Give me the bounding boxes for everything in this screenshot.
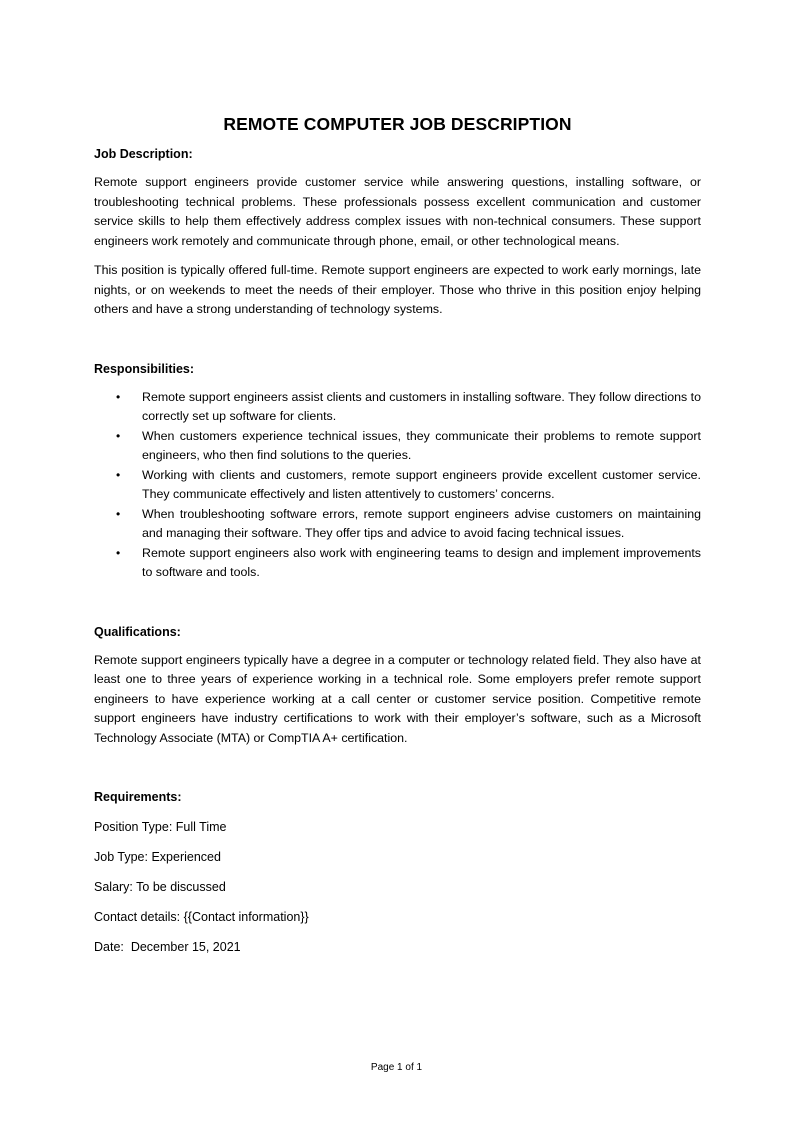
job-description-paragraph-2: This position is typically offered full-time. Remote support engineers are expected to work early mornings, late nights, or on weekends to meet the needs of their employer. Those who thrive in this position enjoy helping others and have a strong understanding of technology systems.: [94, 263, 701, 316]
list-item-text: When customers experience technical issues, they communicate their problems to remote support engineers, who then find solutions to the queries.: [142, 428, 701, 462]
bullet-icon: •: [116, 545, 121, 560]
list-item: [94, 466, 701, 505]
list-item-text: Working with clients and customers, remote support engineers provide excellent customer service. They communicate effectively and listen attentively to customers’ concerns.: [142, 467, 701, 501]
qualifications-heading: Qualifications:: [94, 624, 181, 639]
list-item: [94, 427, 701, 466]
list-item: [94, 388, 701, 427]
list-item-text: When troubleshooting software errors, remote support engineers advise customers on maintaining and managing their software. They offer tips and advice to avoid facing technical issues.: [142, 506, 701, 540]
list-item: [94, 544, 701, 583]
bullet-icon: •: [116, 428, 121, 443]
job-description-heading: Job Description:: [94, 147, 193, 161]
job-description-paragraph-1: Remote support engineers provide customer service while answering questions, installing software, or troubleshooting technical problems. These professionals possess excellent communication and customer service skills to help them effectively address complex issues with non-technical consumers. These support engineers work remotely and communicate through phone, email, or other technological means.: [94, 175, 701, 248]
requirement-position-type: Position Type: Full Time: [94, 820, 227, 834]
requirement-date: Date: December 15, 2021: [94, 940, 241, 954]
requirement-job-type: Job Type: Experienced: [94, 850, 221, 864]
bullet-icon: •: [116, 467, 121, 482]
requirement-contact: Contact details: {{Contact information}}: [94, 910, 309, 924]
qualifications-paragraph: Remote support engineers typically have a degree in a computer or technology related field. They also have at least one to three years of experience working in a technical role. Some employers prefer remote support engineers to have experience working at a call center or customer service position. Competitive remote support engineers have industry certifications to work with their employer’s software, such as a Microsoft Technology Associate (MTA) or CompTIA A+ certification.: [94, 652, 701, 745]
page-number-footer: Page 1 of 1: [370, 1062, 423, 1073]
responsibilities-heading: Responsibilities:: [94, 361, 195, 376]
requirement-salary: Salary: To be discussed: [94, 880, 226, 894]
document-page: [94, 112, 701, 968]
responsibilities-list: [94, 388, 701, 583]
document-title: REMOTE COMPUTER JOB DESCRIPTION: [223, 114, 572, 134]
bullet-icon: •: [116, 506, 121, 521]
list-item-text: Remote support engineers assist clients and customers in installing software. They follow directions to correctly set up software for clients.: [142, 389, 701, 423]
requirements-heading: Requirements:: [94, 790, 182, 804]
bullet-icon: •: [116, 389, 121, 404]
list-item: [94, 505, 701, 544]
list-item-text: Remote support engineers also work with engineering teams to design and implement improvements to software and tools.: [142, 545, 701, 579]
